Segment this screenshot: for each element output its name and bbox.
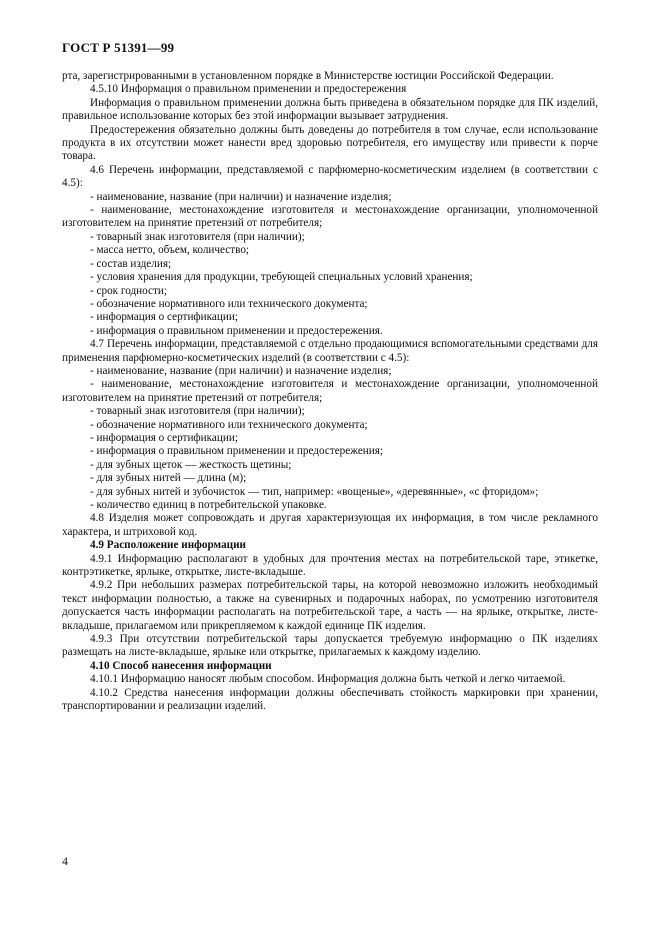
list-item: - условия хранения для продукции, требующей специальных условий хранения; — [90, 271, 473, 284]
list-item: - наименование, местонахождение изготовителя и местонахождение организации, уполномоченной изготовителем на принятие претензий от потребителя; — [62, 204, 598, 230]
paragraph: Предостережения обязательно должны быть доведены до потребителя в том случае, если использование продукта в их отсутствии может нанести вред здоровью потребителя, его имуществу или привести к порче товара. — [62, 123, 598, 163]
list-item: - информация о сертификации; — [90, 311, 238, 324]
clause-paragraph: 4.9.1 Информацию располагают в удобных для прочтения местах на потребительской таре, этикетке, контрэтикетке, ярлыке, открытке, листе-вкладыше. — [62, 552, 598, 579]
list-item: - масса нетто, объем, количество; — [90, 244, 250, 257]
list-item: - для зубных щеток — жесткость щетины; — [90, 458, 292, 471]
list-item: - обозначение нормативного или технического документа; — [90, 418, 368, 431]
list-item: - информация о правильном применении и предостережения. — [90, 324, 383, 337]
list-item: - для зубных нитей и зубочисток — тип, например: «вощеные», «деревянные», «с фторидом»; — [90, 485, 539, 498]
section-heading: 4.9 Расположение информации — [90, 539, 246, 552]
list-item: - для зубных нитей — длина (м); — [90, 472, 247, 485]
list-item: - наименование, местонахождение изготовителя и местонахождение организации, уполномоченной изготовителем на принятие претензий от потребителя; — [62, 378, 598, 404]
list-item: - срок годности; — [90, 284, 167, 297]
document-header: ГОСТ Р 51391—99 — [62, 40, 175, 55]
clause-paragraph: 4.9.2 При небольших размерах потребительской тары, на которой невозможно изложить необходимый текст информации полностью, а также на сувенирных и подарочных наборах, по усмотрению изготовителя допускается часть информации располагать на потребительской таре, а часть — на ярлыке, открытке, листе-вкладыше, прилагаемом или прикрепляемом к каждой единице ПК изделия. — [62, 579, 598, 632]
clause-paragraph: 4.8 Изделия может сопровождать и другая характеризующая их информация, в том числе рекламного характера, и штриховой код. — [62, 512, 598, 538]
clause-paragraph: 4.10.1 Информацию наносят любым способом. Информация должна быть четкой и легко читаемой. — [90, 673, 566, 686]
document-body — [62, 70, 598, 714]
list-item: - информация о правильном применении и предостережения; — [90, 445, 384, 458]
section-heading: 4.10 Способ нанесения информации — [90, 659, 272, 672]
clause-paragraph: 4.9.3 При отсутствии потребительской тары допускается требуемую информацию о ПК изделиях размещать на листе-вкладыше, ярлыке или открытке, прилагаемых к каждому изделию. — [62, 633, 598, 659]
paragraph: рта, зарегистрированными в установленном порядке в Министерстве юстиции Российской Федерации. — [62, 70, 554, 82]
page-number: 4 — [62, 854, 68, 868]
list-item: - информация о сертификации; — [90, 431, 238, 444]
paragraph: Информация о правильном применении должна быть приведена в обязательном порядке для ПК изделий, правильное использование которых без этой информации вызывает затруднения. — [62, 96, 598, 123]
list-item: - товарный знак изготовителя (при наличии); — [90, 230, 305, 243]
list-item: - наименование, название (при наличии) и назначение изделия; — [90, 190, 392, 203]
list-item: - количество единиц в потребительской упаковке. — [90, 499, 327, 511]
clause-paragraph: 4.10.2 Средства нанесения информации должны обеспечивать стойкость маркировки при хранении, транспортировании и реализации изделий. — [62, 686, 598, 713]
list-item: - состав изделия; — [90, 257, 172, 270]
list-item: - наименование, название (при наличии) и назначение изделия; — [90, 364, 392, 377]
list-item: - обозначение нормативного или технического документа; — [90, 297, 368, 310]
clause-paragraph: 4.6 Перечень информации, представляемой с парфюмерно-косметическим изделием (в соответствии с 4.5): — [62, 163, 598, 190]
clause-heading: 4.5.10 Информация о правильном применении и предостережения — [90, 83, 407, 96]
clause-paragraph: 4.7 Перечень информации, представляемой с отдельно продающимися вспомогательными средствами для применения парфюмерно-косметических изделий (в соответствии с 4.5): — [62, 338, 598, 364]
list-item: - товарный знак изготовителя (при наличии); — [90, 405, 305, 418]
